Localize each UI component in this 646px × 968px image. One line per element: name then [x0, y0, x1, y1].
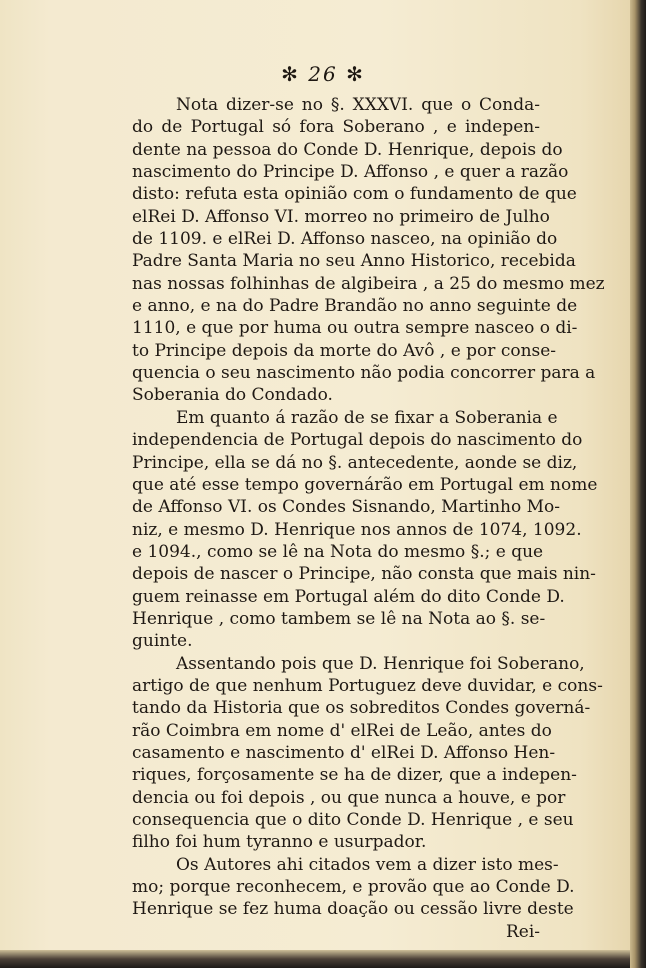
paragraph [132, 653, 603, 854]
paragraph [132, 94, 605, 407]
page-number: 26 [308, 62, 338, 86]
text-line: independencia de Portugal depois do nascimento do [132, 430, 583, 451]
text-line: nascimento do Principe D. Affonso , e quer a razão [132, 162, 569, 183]
text-line: e 1094., como se lê na Nota do mesmo §.; e que [132, 541, 544, 562]
text-line: Assentando pois que D. Henrique foi Soberano, [176, 653, 585, 674]
paragraph [132, 407, 598, 653]
text-line: nas nossas folhinhas de algibeira , a 25 do mesmo mez [132, 273, 605, 294]
text-line: rão Coimbra em nome d' elRei de Leão, antes do [132, 720, 552, 741]
text-line: de Affonso VI. os Condes Sisnando, Martinho Mo- [132, 497, 560, 518]
text-line: elRei D. Affonso VI. morreo no primeiro de Julho [132, 206, 550, 227]
text-line: Nota dizer-se no §. XXXVI. que o Conda- [176, 95, 540, 115]
text-line: quencia o seu nascimento não podia concorrer para a [132, 363, 596, 384]
text-line: Henrique se fez huma doação ou cessão livre deste [132, 899, 574, 920]
text-line: Henrique , como tambem se lê na Nota ao §. se- [132, 608, 546, 629]
text-line: Principe, ella se dá no §. antecedente, aonde se diz, [132, 452, 578, 473]
page-bottom-shadow [0, 950, 630, 968]
paragraph [132, 854, 575, 921]
text-line: que até esse tempo governárão em Portugal em nome [132, 474, 598, 495]
text-line: Os Autores ahi citados vem a dizer isto mes- [176, 854, 559, 875]
text-line: 1110, e que por huma ou outra sempre nasceo o di- [132, 318, 578, 339]
text-line: guinte. [132, 631, 193, 652]
text-line: tando da Historia que os sobreditos Condes governá- [132, 698, 591, 719]
text-line: dencia ou foi depois , ou que nunca a houve, e por [132, 787, 566, 808]
text-line: filho foi hum tyranno e usurpador. [132, 832, 427, 853]
text-line: guem reinasse em Portugal além do dito Conde D. [132, 586, 565, 607]
ornament-left-icon: ✻ [281, 62, 300, 86]
text-line: mo; porque reconhecem, e provão que ao Conde D. [132, 877, 575, 898]
text-line: niz, e mesmo D. Henrique nos annos de 1074, 1092. [132, 519, 582, 540]
text-line: disto: refuta esta opinião com o fundamento de que [132, 184, 577, 205]
page-header [0, 62, 646, 86]
text-line: do de Portugal só fora Soberano , e indepen- [132, 117, 540, 138]
text-line: de 1109. e elRei D. Affonso nasceo, na opinião do [132, 229, 558, 250]
text-line: Em quanto á razão de se fixar a Soberania e [176, 407, 558, 428]
text-line: artigo de que nenhum Portuguez deve duvidar, e cons- [132, 675, 603, 696]
text-line: dente na pessoa do Conde D. Henrique, depois do [132, 139, 563, 160]
text-line: depois de nascer o Principe, não consta que mais nin- [132, 564, 596, 585]
text-line: to Principe depois da morte do Avô , e por conse- [132, 340, 557, 361]
text-line: riques, forçosamente se ha de dizer, que a indepen- [132, 765, 577, 786]
text-line: casamento e nascimento d' elRei D. Affonso Hen- [132, 742, 556, 763]
book-fore-edge [630, 0, 646, 968]
text-line: consequencia que o dito Conde D. Henrique , e seu [132, 810, 574, 830]
text-line: Padre Santa Maria no seu Anno Historico, recebida [132, 251, 576, 272]
catchword: Rei- [505, 921, 540, 942]
text-line: Soberania do Condado. [132, 385, 333, 406]
body-text [132, 94, 605, 943]
text-line: e anno, e na do Padre Brandão no anno seguinte de [132, 296, 578, 317]
ornament-right-icon: ✻ [346, 62, 365, 86]
